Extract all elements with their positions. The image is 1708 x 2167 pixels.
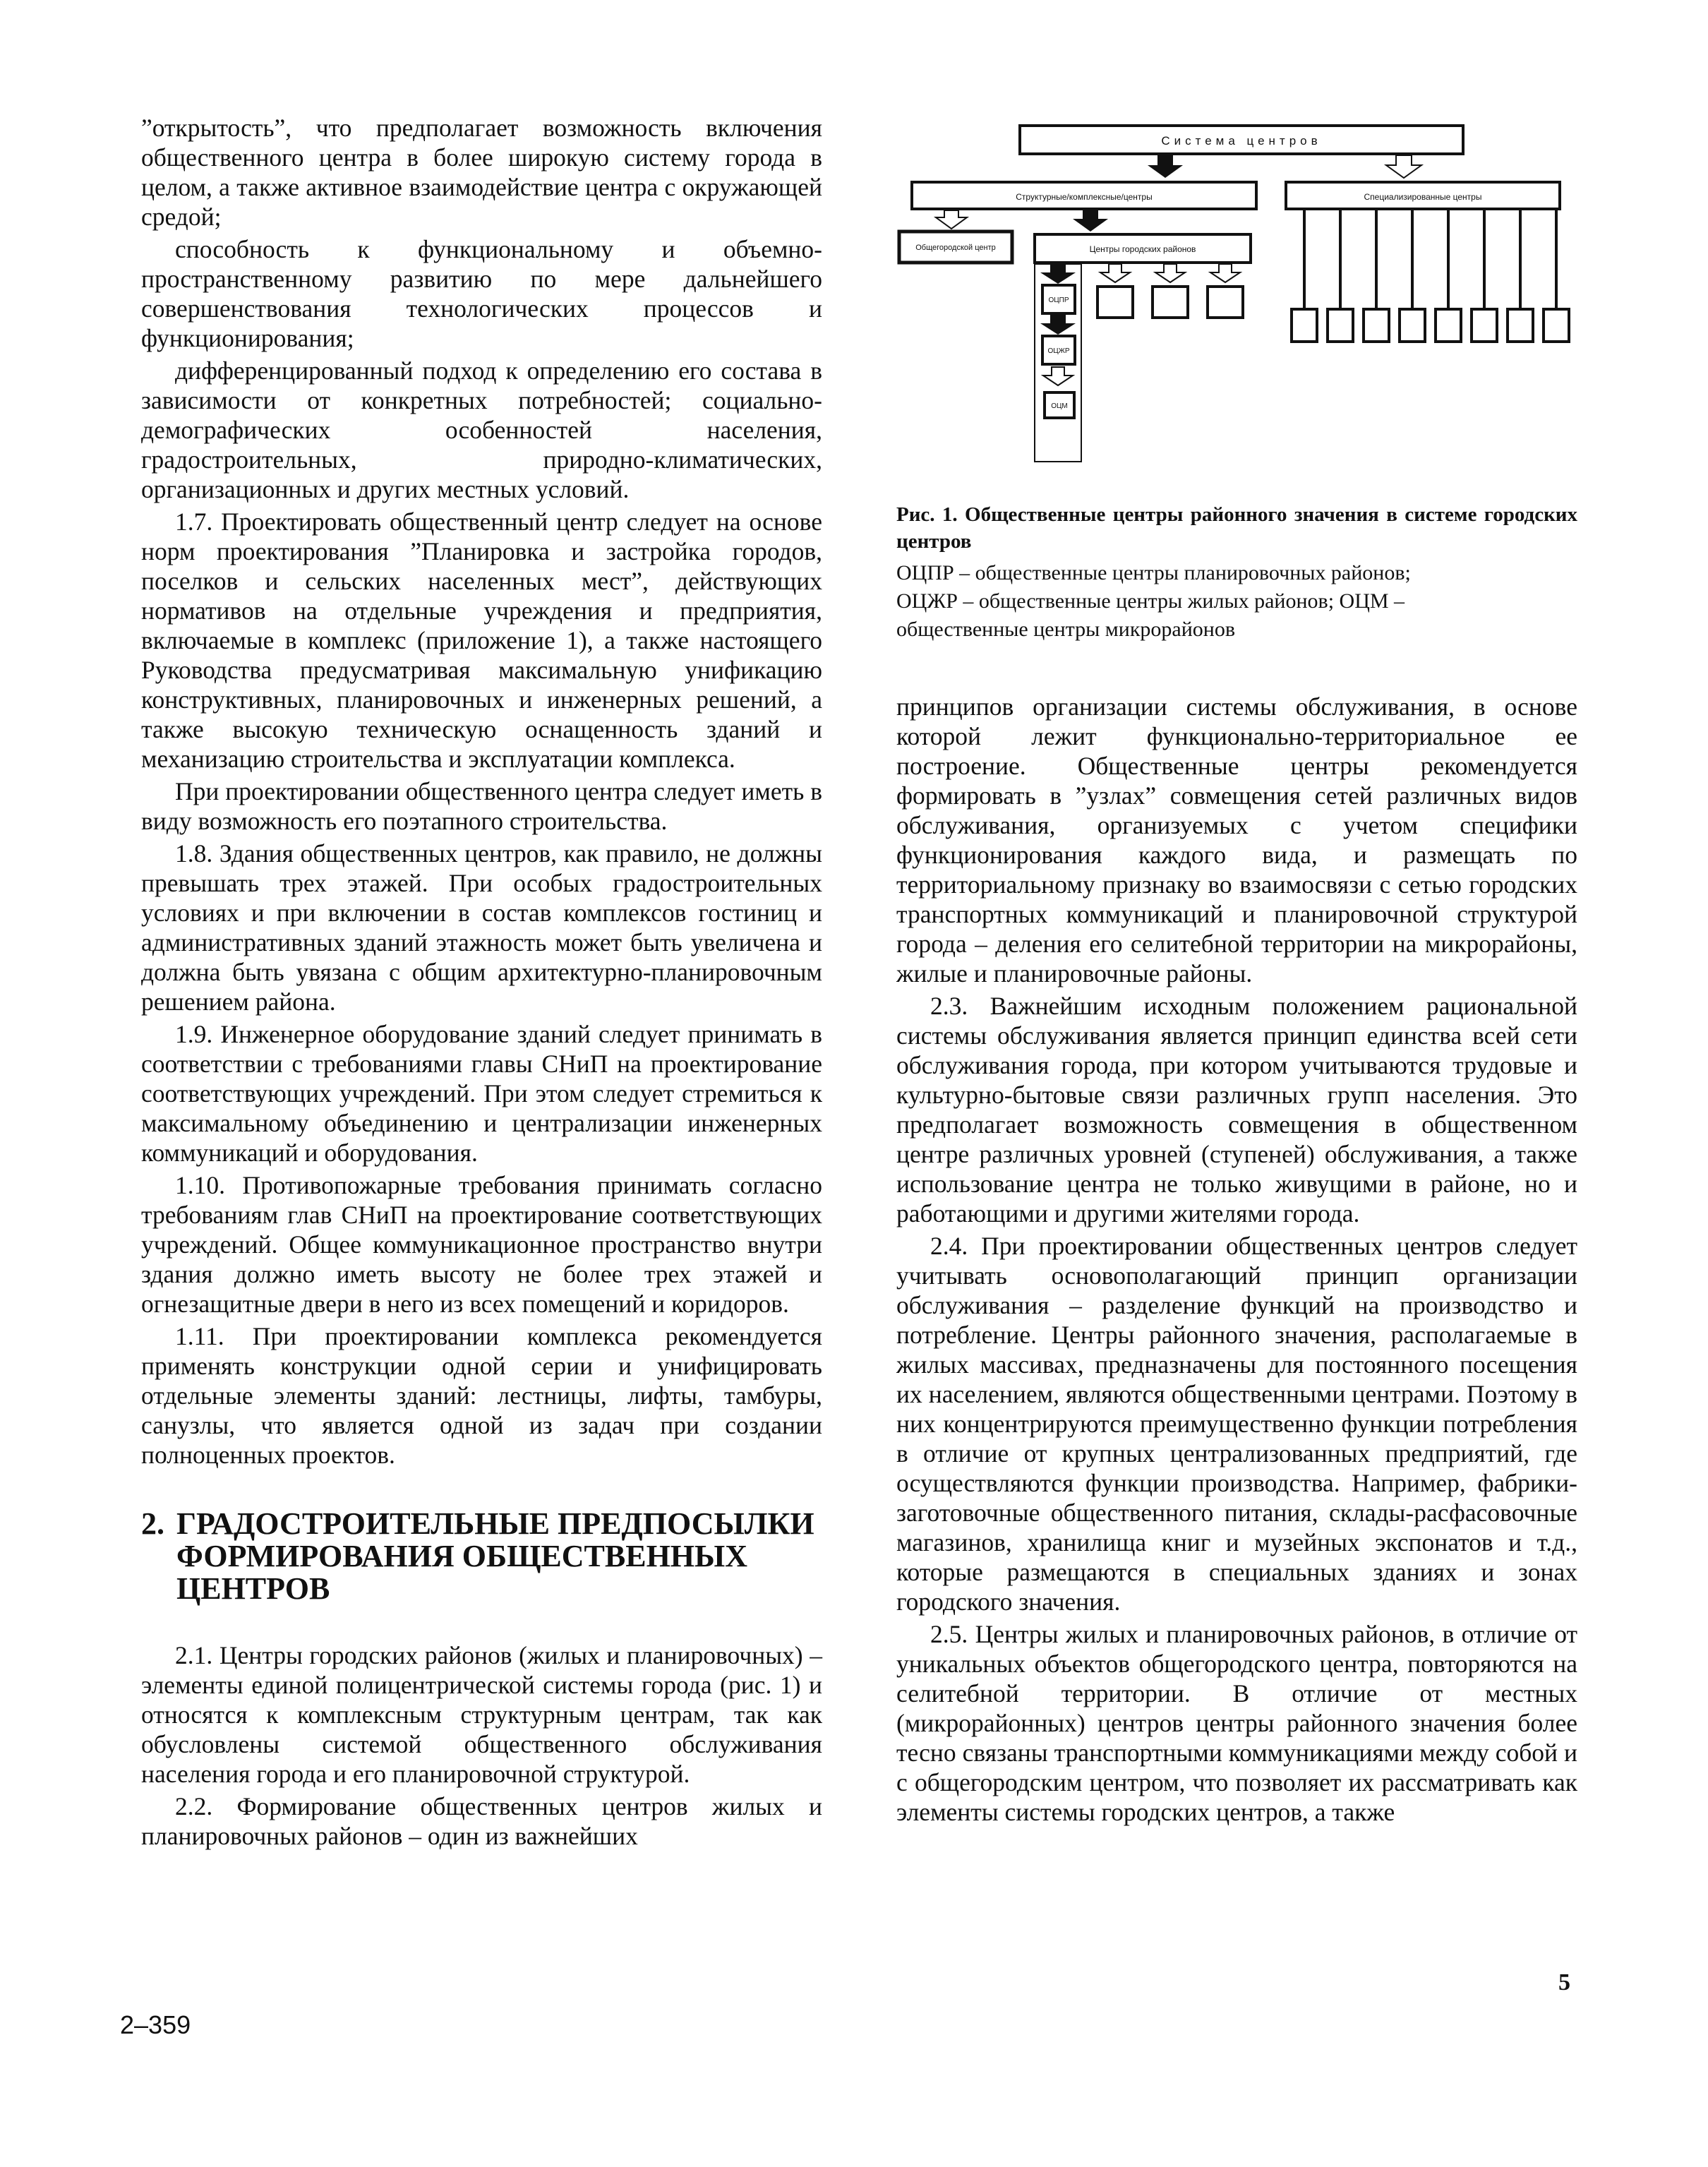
specialized-center-box xyxy=(1508,309,1533,342)
paragraph: 1.10. Противопожарные требования принимать согласно требованиям глав СНиП на проектирование соответствующих учреждений. Общее коммуникационное пространство внутри здания должно иметь высоту не более трех этажей и огнезащитные двери в него из всех помещений и коридоров. xyxy=(141,1171,822,1318)
figure-caption xyxy=(896,501,1577,644)
specialized-center-box xyxy=(1472,309,1497,342)
district-arrow xyxy=(1100,264,1130,282)
right-paragraphs xyxy=(896,692,1577,1827)
other-district-centers xyxy=(1097,264,1243,318)
paragraph: При проектировании общественного центра следует иметь в виду возможность его поэтапного строительства. xyxy=(141,777,822,835)
left-column xyxy=(141,113,822,1854)
caption-line-3: общественные центры микрорайонов xyxy=(896,618,1235,641)
section-title-line-2: ФОРМИРОВАНИЯ ОБЩЕСТВЕННЫХ xyxy=(176,1539,747,1573)
section-title-line-1: ГРАДОСТРОИТЕЛЬНЫЕ ПРЕДПОСЫЛКИ xyxy=(176,1506,814,1541)
arrow-to-district xyxy=(1073,210,1108,232)
caption-line-1: ОЦПР – общественные центры планировочных районов; xyxy=(896,561,1411,584)
arrow-to-specialized xyxy=(1386,155,1421,178)
figure-caption-title: Рис. 1. Общественные центры районного значения в системе городских центров xyxy=(896,503,1577,553)
ocpr-label: ОЦПР xyxy=(1048,296,1069,304)
paragraph: 1.7. Проектировать общественный центр следует на основе норм проектирования ”Планировка и застройка городов, поселков и сельских населенных мест”, действующих нормативов на отдельные учреждения и предприятия, включаемые в комплекс (приложение 1), а также настоящего Руководства предусматривая максимальную унификацию конструктивных, планировочных и инженерных решений, а также высокую техническую оснащенность зданий и механизацию строительства и эксплуатации комплекса. xyxy=(141,508,822,773)
paragraph: 1.9. Инженерное оборудование зданий следует принимать в соответствии с требованиями главы СНиП на проектирование соответствующих учреждений. При этом следует стремиться к максимальному объединению и централизации инженерных коммуникаций и оборудования. xyxy=(141,1020,822,1167)
district-box-label: Центры городских районов xyxy=(1089,244,1196,254)
paragraph: способность к функциональному и объемно-пространственному развитию по мере дальнейшего совершенствования технологических процессов и функционирования; xyxy=(141,235,822,352)
right-column xyxy=(896,692,1577,1830)
figure-caption-body xyxy=(896,559,1577,644)
paragraph: 2.2. Формирование общественных центров жилых и планировочных районов – один из важнейших xyxy=(141,1792,822,1850)
paragraph: дифференцированный подход к определению его состава в зависимости от конкретных потребностей; социально-демографических особенностей населения, градостроительных, природно-климатических, организационных и других местных условий. xyxy=(141,356,822,503)
caption-line-2: ОЦЖР – общественные центры жилых районов; ОЦМ – xyxy=(896,589,1405,613)
specialized-center-box xyxy=(1544,309,1569,342)
specialized-box-label: Специализированные центры xyxy=(1364,192,1482,202)
arrow-to-structural xyxy=(1148,155,1183,178)
paragraph: принципов организации системы обслуживания, в основе которой лежит функционально-территориальное ее построение. Общественные центры рекомендуется формировать в ”узлах” совмещения сетей различных видов обслуживания, организуемых с учетом специфики функционирования каждого вида, и размещать по территориальному признаку во взаимосвязи с сетью городских транспортных коммуникаций и планировочной структурой города – деления его селитебной территории на микрорайоны, жилые и планировочные районы. xyxy=(896,692,1577,988)
section-heading xyxy=(141,1508,822,1605)
district-center-box xyxy=(1097,287,1133,318)
arrow-to-citywide xyxy=(936,210,967,229)
signature-mark: 2–359 xyxy=(120,2010,191,2039)
paragraph: 2.3. Важнейшим исходным положением рациональной системы обслуживания является принцип единства всей сети обслуживания города, при котором учитываются трудовые и культурно-бытовые связи различных групп населения. Это предполагает возможность совмещения в общественном центре различных уровней (ступеней) обслуживания, а также использование центра не только живущими в районе, но и работающими и другими жителями города. xyxy=(896,992,1577,1227)
district-arrow xyxy=(1155,264,1185,282)
left-paragraphs-after-heading xyxy=(141,1640,822,1851)
page-number: 5 xyxy=(1558,1969,1570,1995)
figure-diagram xyxy=(896,113,1577,480)
top-box-label: Система центров xyxy=(1161,134,1322,148)
ocjr-label: ОЦЖР xyxy=(1047,347,1070,355)
district-center-box xyxy=(1153,287,1188,318)
specialized-center-box xyxy=(1400,309,1425,342)
left-paragraphs xyxy=(141,113,822,1470)
ocm-label: ОЦМ xyxy=(1051,402,1068,410)
section-title-line-3: ЦЕНТРОВ xyxy=(176,1571,330,1606)
structural-box-label: Структурные/комплексные/центры xyxy=(1016,192,1153,202)
specialized-center-box xyxy=(1328,309,1353,342)
section-number: 2. xyxy=(141,1506,164,1541)
district-arrow xyxy=(1210,264,1240,282)
paragraph: 2.5. Центры жилых и планировочных районов, в отличие от уникальных объектов общегородского центра, повторяются на селитебной территории. В отличие от местных (микрорайонных) центров центры районного значения более тесно связаны транспортными коммуникациями между собой и с общегородским центром, что позволяет их рассматривать как элементы системы городских центров, а также xyxy=(896,1620,1577,1826)
paragraph: ”открытость”, что предполагает возможность включения общественного центра в более широкую систему города в целом, а также активное взаимодействие центра с окружающей средой; xyxy=(141,114,822,231)
specialized-centers xyxy=(1292,209,1569,342)
specialized-center-box xyxy=(1364,309,1389,342)
paragraph: 2.1. Центры городских районов (жилых и планировочных) – элементы единой полицентрической системы города (рис. 1) и относятся к комплексным структурным центрам, так как обусловлены системой общественного обслуживания населения города и его планировочной структурой. xyxy=(141,1641,822,1788)
citywide-box-label: Общегородской центр xyxy=(915,244,996,252)
paragraph: 2.4. При проектировании общественных центров следует учитывать основополагающий принцип организации обслуживания – разделение функций на производство и потребление. Центры районного значения, располагаемые в жилых массивах, предназначены для постоянного посещения их населением, являются общественными центрами. Поэтому в них концентрируются преимущественно функции потребления в отличие от крупных централизованных предприятий, где осуществляются функции производства. Например, фабрики-заготовочные общественного питания, склады-расфасовочные магазинов, хранилища книг и музейных экспонатов и т.д., которые размещаются в специальных зданиях и зонах городского значения. xyxy=(896,1232,1577,1616)
district-center-box xyxy=(1208,287,1243,318)
specialized-center-box xyxy=(1292,309,1317,342)
specialized-center-box xyxy=(1436,309,1461,342)
paragraph: 1.8. Здания общественных центров, как правило, не должны превышать трех этажей. При особых градостроительных условиях и при включении в состав комплексов гостиниц и административных зданий этажность может быть увеличена и должна быть увязана с общим архитектурно-планировочным решением района. xyxy=(141,839,822,1016)
paragraph: 1.11. При проектировании комплекса рекомендуется применять конструкции одной серии и унифицировать отдельные элементы зданий: лестницы, лифты, тамбуры, санузлы, что является одной из задач при создании полноценных проектов. xyxy=(141,1322,822,1469)
system-of-centers-diagram xyxy=(896,113,1577,480)
